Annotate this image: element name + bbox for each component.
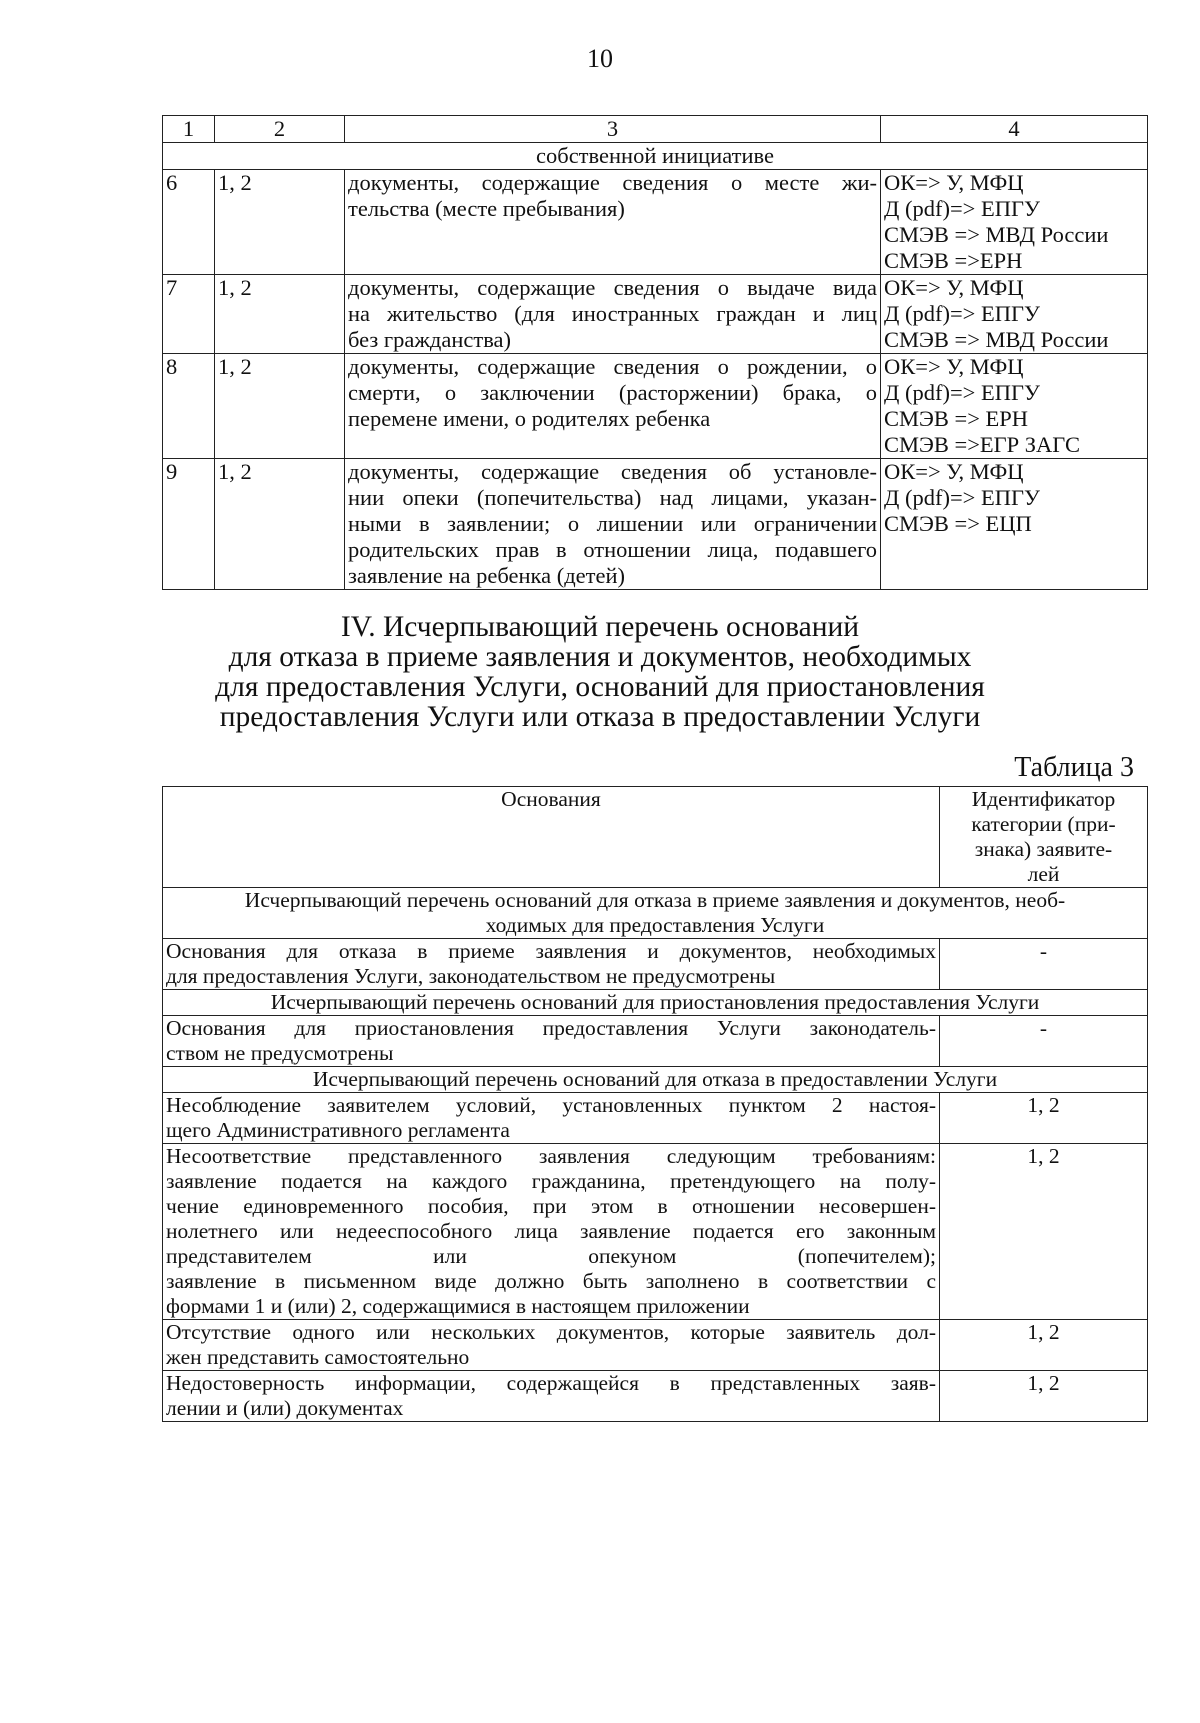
text-line: ОК=> У, МФЦ <box>884 170 1024 195</box>
grounds-column-header: Основания <box>163 787 940 888</box>
table-row <box>163 275 1148 354</box>
text-line: Несоблюдение заявителем условий, установленных пунктом 2 настоя- <box>166 1093 936 1117</box>
row-document <box>345 459 881 590</box>
ground-text <box>163 1371 940 1422</box>
ground-text <box>163 1144 940 1320</box>
category-value: - <box>940 1016 1148 1067</box>
text-line: заявление подается на каждого гражданина, претендующего на полу- <box>166 1169 936 1193</box>
row-number: 6 <box>163 170 215 275</box>
text-line: заявление в письменном виде должно быть заполнено в соответствии с <box>166 1269 936 1293</box>
text-line: нолетнего или недееспособного лица заявление подается его законным <box>166 1219 936 1243</box>
text-line: заявление на ребенка (детей) <box>348 563 626 588</box>
text-line: знака) заявите- <box>974 837 1113 861</box>
text-line: родительских прав в отношении лица, подавшего <box>348 537 877 562</box>
table-header-row <box>163 116 1148 143</box>
text-line: СМЭВ => ЕЦП <box>884 511 1032 536</box>
text-line: Идентификатор <box>971 787 1116 811</box>
text-line: СМЭВ =>ЕРН <box>884 248 1023 273</box>
table-caption: Таблица 3 <box>1014 752 1134 783</box>
row-number: 9 <box>163 459 215 590</box>
text-line: Отсутствие одного или нескольких документов, которые заявитель дол- <box>166 1320 936 1344</box>
section-heading <box>0 612 1200 732</box>
text-line: Д (pdf)=> ЕПГУ <box>884 380 1040 405</box>
table-row <box>163 1371 1148 1422</box>
group-title-row <box>163 1067 1148 1093</box>
text-line: ходимых для предоставления Услуги <box>485 913 825 937</box>
group-title <box>163 990 1148 1016</box>
text-line: без гражданства) <box>348 327 512 352</box>
text-line: СМЭВ => МВД России <box>884 222 1109 247</box>
text-line: ОК=> У, МФЦ <box>884 354 1024 379</box>
section-heading-line: для предоставления Услуги, оснований для приостановления <box>215 671 985 703</box>
text-line: Основания для приостановления предоставления Услуги законодатель- <box>166 1016 936 1040</box>
text-line: документы, содержащие сведения о месте жи- <box>348 170 877 195</box>
page-number: 10 <box>587 44 613 73</box>
group-title <box>163 888 1148 939</box>
ground-text <box>163 1320 940 1371</box>
ground-text <box>163 939 940 990</box>
text-line: нии опеки (попечительства) над лицами, указан- <box>348 485 877 510</box>
ground-text <box>163 1093 940 1144</box>
text-line: документы, содержащие сведения о рождении, о <box>348 354 877 379</box>
row-document <box>345 275 881 354</box>
ground-text <box>163 1016 940 1067</box>
column-header-3: 3 <box>345 116 881 143</box>
continued-row-text: собственной инициативе <box>163 143 1148 170</box>
table-row <box>163 1016 1148 1067</box>
grounds-table <box>162 786 1148 1422</box>
text-line: Д (pdf)=> ЕПГУ <box>884 485 1040 510</box>
row-channels <box>881 354 1148 459</box>
category-id-column-header <box>940 787 1148 888</box>
text-line: Исчерпывающий перечень оснований для отказа в предоставлении Услуги <box>312 1067 998 1091</box>
text-line: на жительство (для иностранных граждан и лиц <box>348 301 877 326</box>
row-number: 7 <box>163 275 215 354</box>
text-line: перемене имени, о родителях ребенка <box>348 406 711 431</box>
row-channels <box>881 459 1148 590</box>
table-header-row <box>163 787 1148 888</box>
category-value: 1, 2 <box>940 1144 1148 1320</box>
table-row <box>163 1093 1148 1144</box>
table-row <box>163 170 1148 275</box>
table-body <box>163 170 1148 590</box>
text-line: лей <box>1027 862 1060 886</box>
text-line: ОК=> У, МФЦ <box>884 459 1024 484</box>
category-value: 1, 2 <box>940 1371 1148 1422</box>
row-document <box>345 170 881 275</box>
category-value: - <box>940 939 1148 990</box>
section-heading-line: предоставления Услуги или отказа в предоставлении Услуги <box>219 701 981 733</box>
section-heading-line: IV. Исчерпывающий перечень оснований <box>340 611 860 643</box>
column-header-1: 1 <box>163 116 215 143</box>
section-heading-line: для отказа в приеме заявления и документов, необходимых <box>228 641 972 673</box>
table-body <box>163 888 1148 1422</box>
table-row <box>163 1144 1148 1320</box>
text-line: Основания для отказа в приеме заявления и документов, необходимых <box>166 939 936 963</box>
text-line: документы, содержащие сведения о выдаче вида <box>348 275 877 300</box>
continued-row <box>163 143 1148 170</box>
documents-table-continuation <box>162 115 1148 590</box>
text-line: тельства (месте пребывания) <box>348 196 625 221</box>
category-value: 1, 2 <box>940 1320 1148 1371</box>
group-title-row <box>163 990 1148 1016</box>
row-number: 8 <box>163 354 215 459</box>
text-line: для предоставления Услуги, законодательством не предусмотрены <box>166 964 776 988</box>
text-line: Недостоверность информации, содержащейся в представленных заяв- <box>166 1371 936 1395</box>
category-value: 1, 2 <box>940 1093 1148 1144</box>
text-line: категории (при- <box>971 812 1116 836</box>
text-line: документы, содержащие сведения об установле- <box>348 459 877 484</box>
text-line: чение единовременного пособия, при этом в отношении несовершен- <box>166 1194 936 1218</box>
row-channels <box>881 275 1148 354</box>
column-header-4: 4 <box>881 116 1148 143</box>
text-line: смерти, о заключении (расторжении) брака, о <box>348 380 877 405</box>
table-row <box>163 939 1148 990</box>
table-row <box>163 354 1148 459</box>
row-categories: 1, 2 <box>215 354 345 459</box>
text-line: СМЭВ => МВД России <box>884 327 1109 352</box>
row-categories: 1, 2 <box>215 275 345 354</box>
group-title-row <box>163 888 1148 939</box>
text-line: жен представить самостоятельно <box>166 1345 470 1369</box>
text-line: Исчерпывающий перечень оснований для приостановления предоставления Услуги <box>270 990 1040 1014</box>
text-line: ОК=> У, МФЦ <box>884 275 1024 300</box>
table-row <box>163 1320 1148 1371</box>
text-line: Д (pdf)=> ЕПГУ <box>884 196 1040 221</box>
column-header-2: 2 <box>215 116 345 143</box>
text-line: формами 1 и (или) 2, содержащимися в настоящем приложении <box>166 1294 750 1318</box>
row-categories: 1, 2 <box>215 170 345 275</box>
row-document <box>345 354 881 459</box>
text-line: ством не предусмотрены <box>166 1041 394 1065</box>
text-line: Д (pdf)=> ЕПГУ <box>884 301 1040 326</box>
table-row <box>163 459 1148 590</box>
row-channels <box>881 170 1148 275</box>
group-title <box>163 1067 1148 1093</box>
text-line: ными в заявлении; о лишении или ограничении <box>348 511 877 536</box>
text-line: представителем или опекуном (попечителем); <box>166 1244 936 1268</box>
text-line: щего Административного регламента <box>166 1118 510 1142</box>
text-line: Несоответствие представленного заявления следующим требованиям: <box>166 1144 936 1168</box>
text-line: лении и (или) документах <box>166 1396 404 1420</box>
text-line: СМЭВ => ЕРН <box>884 406 1029 431</box>
text-line: СМЭВ =>ЕГР ЗАГС <box>884 432 1081 457</box>
text-line: Исчерпывающий перечень оснований для отказа в приеме заявления и документов, необ- <box>244 888 1066 912</box>
row-categories: 1, 2 <box>215 459 345 590</box>
